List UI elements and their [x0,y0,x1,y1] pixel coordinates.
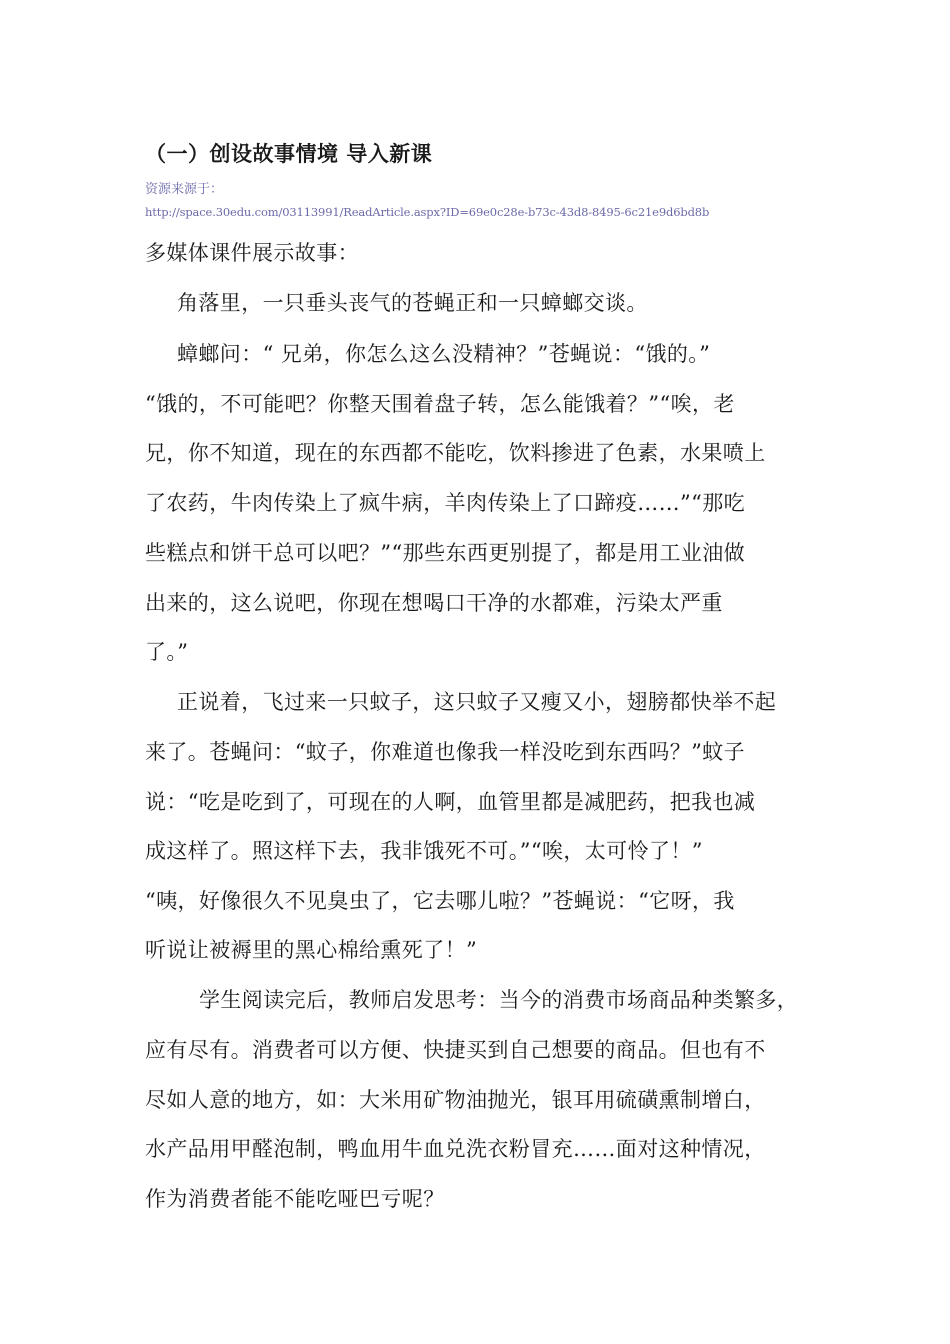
section-heading: （一）创设故事情境 导入新课 [145,141,433,166]
text-line: 尽如人意的地方，如：大米用矿物油抛光，银耳用硫磺熏制增白， [145,1088,766,1112]
text-line: 正说着，飞过来一只蚊子，这只蚊子又瘦又小，翅膀都快举不起 [177,690,777,714]
source-label: 资源来源于： [145,182,224,197]
text-line: 蟑螂问：“ 兄弟，你怎么这么没精神？”苍蝇说：“饿的。” [177,342,711,366]
text-line: 来了。苍蝇问：“蚊子，你难道也像我一样没吃到东西吗？”蚊子 [145,740,746,764]
text-line: 多媒体课件展示故事： [145,241,359,265]
text-line: “饿的，不可能吧？你整天围着盘子转，怎么能饿着？”“唉，老 [145,392,735,416]
text-line: 了农药，牛肉传染上了疯牛病，羊肉传染上了口蹄疫……”“那吃 [145,491,746,515]
text-line: 出来的，这么说吧，你现在想喝口干净的水都难，污染太严重 [145,591,723,615]
text-line: 应有尽有。消费者可以方便、快捷买到自己想要的商品。但也有不 [145,1038,766,1062]
text-line: 了。” [145,640,189,664]
text-line: 作为消费者能不能吃哑巴亏呢？ [145,1187,445,1211]
text-line: 水产品用甲醛泡制，鸭血用牛血兑洗衣粉冒充……面对这种情况， [145,1137,766,1161]
text-line: 学生阅读完后，教师启发思考：当今的消费市场商品种类繁多， [199,988,799,1012]
text-line: 成这样了。照这样下去，我非饿死不可。”“唉，太可怜了！” [145,839,703,863]
source-url-link[interactable]: http://space.30edu.com/03113991/ReadArticle.aspx?ID=69e0c28e-b73c-43d8-8495-6c21e9d6bd8b [145,205,710,219]
text-line: 角落里，一只垂头丧气的苍蝇正和一只蟑螂交谈。 [177,291,648,315]
text-line: 兄，你不知道，现在的东西都不能吃，饮料掺进了色素，水果喷上 [145,441,766,465]
text-line: 听说让被褥里的黑心棉给熏死了！” [145,938,478,962]
text-line: “咦，好像很久不见臭虫了，它去哪儿啦？”苍蝇说：“它呀，我 [145,889,735,913]
text-line: 些糕点和饼干总可以吧？”“那些东西更别提了，都是用工业油做 [145,541,746,565]
text-line: 说：“吃是吃到了，可现在的人啊，血管里都是减肥药，把我也减 [145,790,756,814]
